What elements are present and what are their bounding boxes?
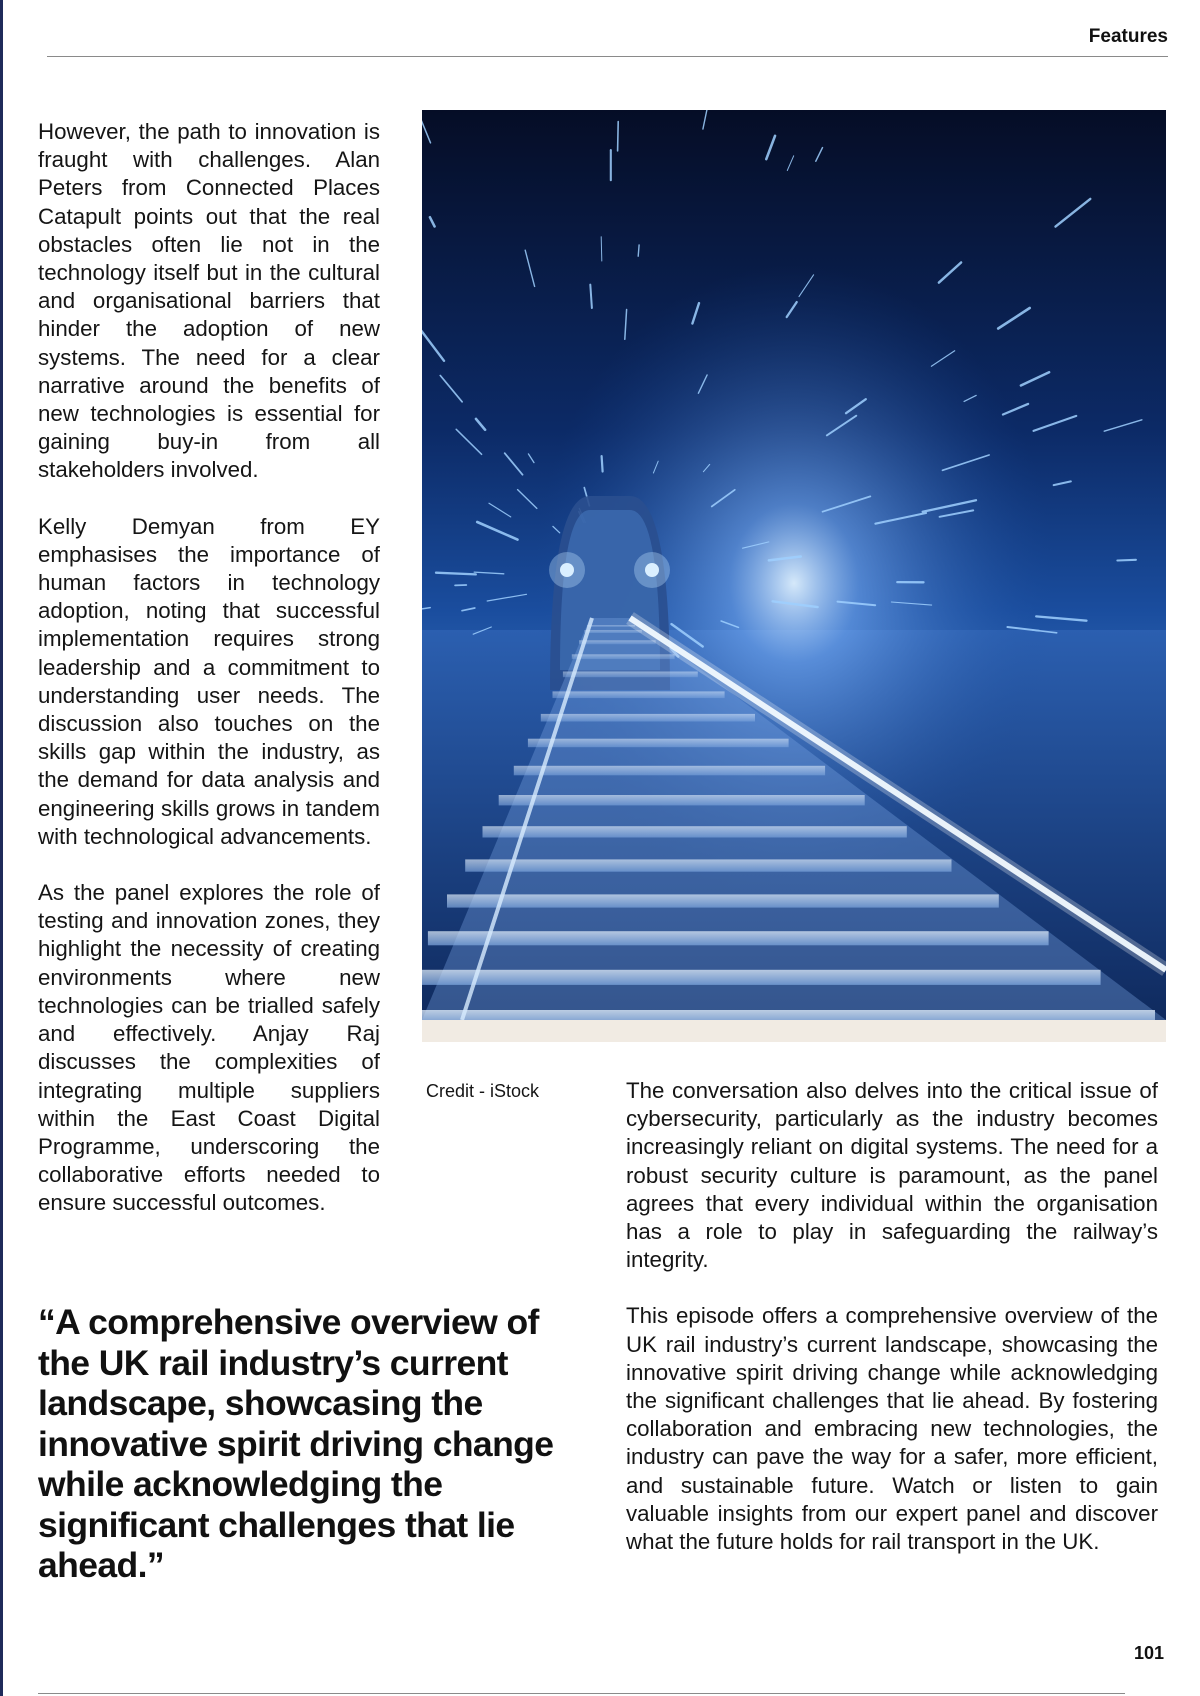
- section-label: Features: [1088, 26, 1168, 47]
- track-sleeper: [465, 859, 951, 871]
- track-sleeper: [528, 739, 789, 748]
- left-paragraph-1: However, the path to innovation is fraught with challenges. Alan Peters from Connected Places Catapult points out that the real obstacles often lie not in the technology itself but in the cultural and organisational barriers that hinder the adoption of new systems. The need for a clear narrative around the benefits of new technologies is essential for gaining buy-in from all stakeholders involved.: [38, 119, 380, 483]
- track-sleeper: [499, 795, 865, 805]
- right-paragraph-2: This episode offers a comprehensive overview of the UK rail industry’s current landscape, showcasing the innovative spirit driving change while acknowledging the significant challenges that lie ahead. By fostering collaboration and embracing new technologies, the industry can pave the way for a safer, more efficient, and sustainable future. Watch or listen to gain valuable insights from our expert panel and discover what the future holds for rail transport in the UK.: [626, 1303, 1158, 1555]
- light-streak: [601, 237, 602, 261]
- light-streak: [1117, 560, 1136, 561]
- header-rule: [47, 56, 1168, 57]
- right-paragraph-1: The conversation also delves into the critical issue of cybersecurity, particularly as the industry becomes increasingly reliant on digital systems. The need for a robust security culture is paramount, as the panel agrees that every individual within the organisation has a role to play in safeguarding the railway’s integrity.: [626, 1078, 1158, 1273]
- left-column: [38, 118, 380, 1246]
- track-sleeper: [483, 826, 907, 837]
- right-column: [626, 1077, 1158, 1584]
- track-sleeper: [572, 654, 675, 659]
- pull-quote: “A comprehensive overview of the UK rail industry’s current landscape, showcasing the innovative spirit driving change while acknowledging the significant challenges that lie ahead.”: [38, 1302, 554, 1585]
- track-sleeper: [422, 1010, 1155, 1020]
- track-sleeper: [584, 630, 642, 633]
- light-streak: [618, 122, 619, 151]
- track-sleeper: [422, 970, 1101, 985]
- track-sleeper: [587, 625, 635, 627]
- left-paragraph-2: Kelly Demyan from EY emphasises the importance of human factors in technology adoption, noting that successful implementation requires strong leadership and a commitment to understanding user needs. The discussion also touches on the skills gap within the industry, as the demand for data analysis and engineering skills grows in tandem with technological advancements.: [38, 513, 380, 849]
- track-sleeper: [514, 766, 825, 776]
- footer-rule: [38, 1693, 1125, 1694]
- track-sleeper: [428, 931, 1049, 945]
- page-number: 101: [1133, 1643, 1164, 1663]
- track-sleeper: [541, 714, 755, 722]
- page-edge-stripe: [0, 0, 3, 1696]
- light-streak: [638, 245, 639, 256]
- light-streak: [602, 456, 603, 471]
- track-sleeper: [579, 640, 656, 644]
- track-sleeper: [563, 672, 698, 678]
- track-sleeper: [447, 894, 999, 907]
- left-paragraph-3: As the panel explores the role of testing and innovation zones, they highlight the necessity of creating environments where new technologies can be trialled safely and effectively. Anjay Raj discusses the complexities of integrating multiple suppliers within the East Coast Digital Programme, underscoring the collaborative efforts needed to ensure successful outcomes.: [38, 880, 380, 1216]
- digital-train-illustration: [422, 110, 1166, 1020]
- image-credit: Credit - iStock: [426, 1081, 540, 1101]
- feature-image-train-track: [422, 110, 1166, 1042]
- track-sleeper: [553, 691, 725, 698]
